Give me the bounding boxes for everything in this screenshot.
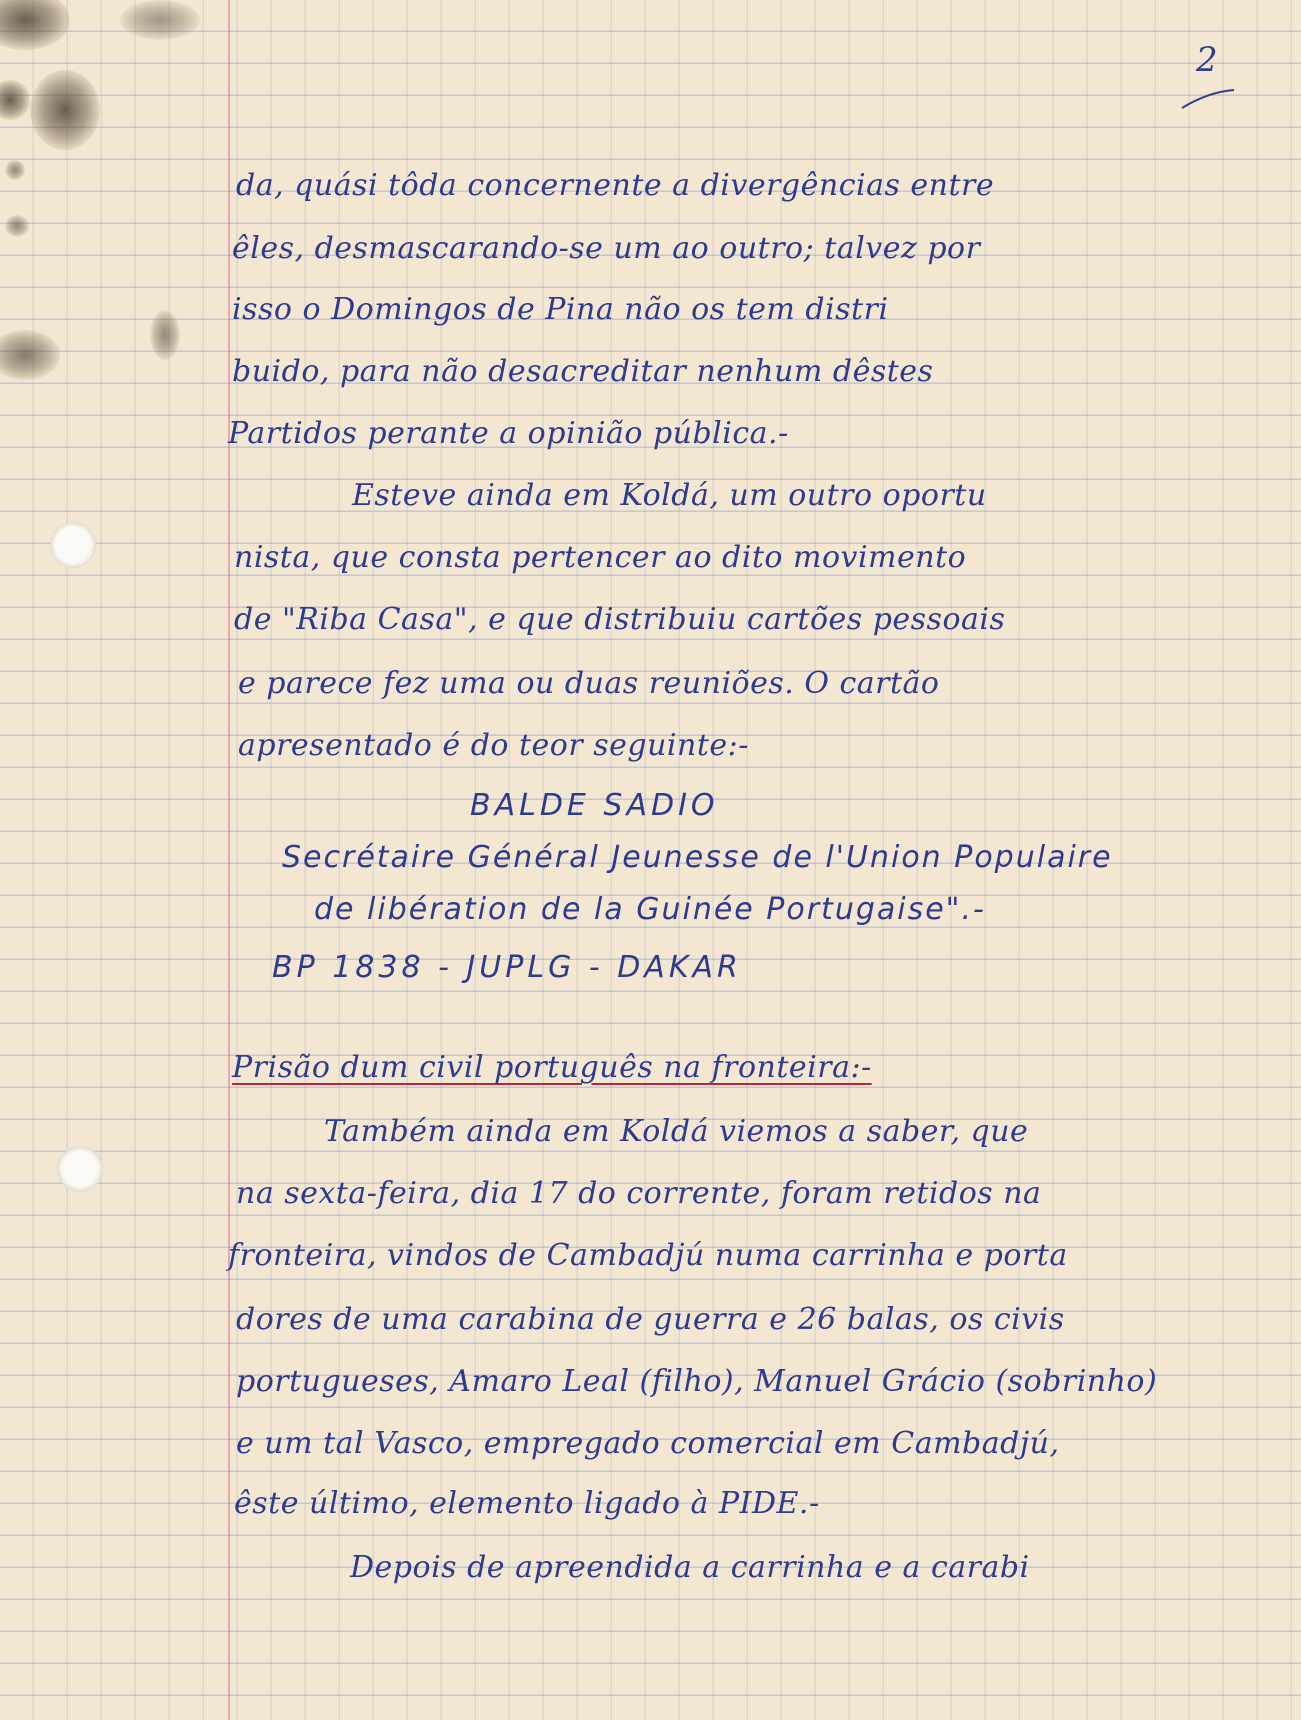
text-line: de "Riba Casa", e que distribuiu cartões pessoais [234,602,1006,637]
ink-stain [30,70,100,150]
ink-stain [5,160,25,180]
ink-stain [0,80,30,120]
page-number: 2 [1196,40,1218,80]
ink-stain [5,215,29,237]
text-line: da, quási tôda concernente a divergências entre [236,168,995,203]
text-line: na sexta-feira, dia 17 do corrente, foram retidos na [236,1176,1042,1211]
text-line: e um tal Vasco, empregado comercial em Cambadjú, [236,1426,1060,1461]
text-line: fronteira, vindos de Cambadjú numa carrinha e porta [228,1238,1068,1273]
text-line: Depois de apreendida a carrinha e a carabi [350,1550,1030,1585]
card-title-line-2: de libération de la Guinée Portugaise".- [314,892,986,927]
card-address: BP 1838 - JUPLG - DAKAR [272,950,742,985]
text-line: isso o Domingos de Pina não os tem distri [232,292,889,327]
page-number-flourish [1180,88,1236,112]
text-line: Partidos perante a opinião pública.- [228,416,789,451]
text-line: nista, que consta pertencer ao dito movimento [234,540,967,575]
text-line: apresentado é do teor seguinte:- [238,728,749,763]
ink-stain [120,0,200,40]
text-line: Esteve ainda em Koldá, um outro oportu [352,478,987,513]
card-name: BALDE SADIO [470,788,719,823]
text-line: Também ainda em Koldá viemos a saber, que [324,1114,1029,1149]
punch-hole [50,522,96,568]
ink-stain [0,0,70,50]
punch-hole [57,1146,103,1192]
text-line: buido, para não desacreditar nenhum dêstes [232,354,934,389]
ink-stain [0,330,60,380]
text-line: portugueses, Amaro Leal (filho), Manuel Grácio (sobrinho) [236,1364,1158,1399]
text-line: dores de uma carabina de guerra e 26 balas, os civis [236,1302,1065,1337]
section-heading: Prisão dum civil português na fronteira:- [232,1050,872,1085]
text-line: êles, desmascarando-se um ao outro; talvez por [232,231,981,266]
card-title-line-1: Secrétaire Général Jeunesse de l'Union Populaire [282,840,1113,875]
text-line: êste último, elemento ligado à PIDE.- [234,1486,820,1521]
text-line: e parece fez uma ou duas reuniões. O cartão [238,666,940,701]
ink-stain [150,310,180,360]
